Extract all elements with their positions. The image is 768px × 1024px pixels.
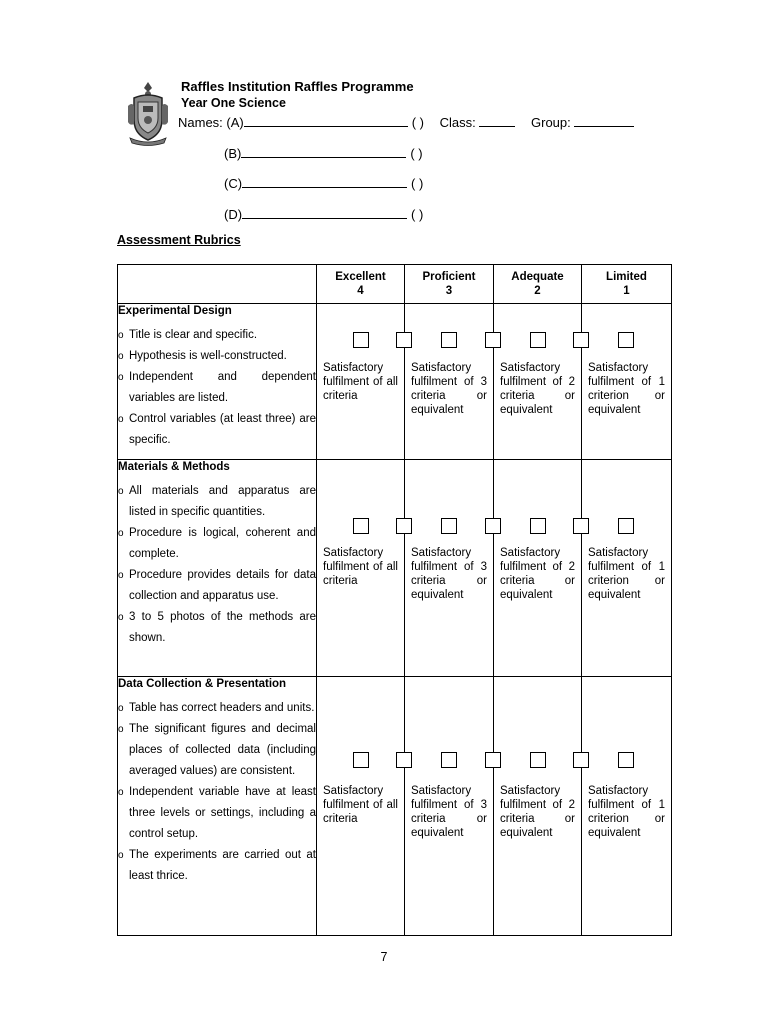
checkbox-icon[interactable] [353, 518, 369, 534]
list-item: o Independent and dependent variables are listed. [118, 371, 316, 404]
checkbox-icon[interactable] [485, 518, 501, 534]
class-label: Class: [439, 115, 476, 130]
level-descriptor: Satisfactory fulfilment of all criteria [323, 362, 398, 402]
checkbox-icon[interactable] [441, 518, 457, 534]
list-item: o Table has correct headers and units. [118, 702, 315, 714]
level-descriptor: Satisfactory fulfilment of 2 criteria or equivalent [500, 362, 575, 416]
score-cell-excellent [317, 304, 405, 460]
member-label: (B) [224, 146, 242, 161]
level-header-limited: Limited 1 [582, 265, 672, 304]
names-row-d [224, 206, 423, 222]
school-crest-icon [126, 80, 170, 146]
level-descriptor: Satisfactory fulfilment of 2 criteria or equivalent [500, 547, 575, 601]
score-cell-adequate [494, 460, 582, 677]
list-item: o The significant figures and decimal places of collected data (including averaged values) are consistent. [118, 723, 316, 777]
names-row-b [224, 145, 423, 161]
index-paren[interactable]: ( ) [411, 207, 424, 222]
group-field[interactable] [574, 114, 634, 127]
criterion-cell [118, 677, 317, 936]
score-cell-excellent [317, 677, 405, 936]
checkbox-icon[interactable] [618, 518, 634, 534]
checkbox-icon[interactable] [396, 518, 412, 534]
list-item: o Control variables (at least three) are specific. [118, 413, 316, 446]
class-field[interactable] [479, 114, 515, 127]
criterion-title: Data Collection & Presentation [118, 678, 287, 690]
criteria-header-cell [118, 265, 317, 304]
score-cell-proficient [405, 460, 494, 677]
list-item: o Title is clear and specific. [118, 329, 258, 341]
level-header-excellent: Excellent 4 [317, 265, 405, 304]
level-descriptor: Satisfactory fulfilment of 1 criterion or equivalent [588, 785, 665, 839]
table-row [118, 677, 672, 936]
names-label: Names: (A) [178, 115, 244, 130]
level-descriptor: Satisfactory fulfilment of 3 criteria or equivalent [411, 362, 487, 416]
group-label: Group: [531, 115, 571, 130]
rubric-table [117, 264, 672, 936]
list-item: o Independent variable have at least three levels or settings, including a control setup. [118, 786, 316, 840]
subject-title: Year One Science [181, 96, 286, 110]
index-paren[interactable]: ( ) [411, 176, 424, 191]
name-field-c[interactable] [242, 175, 407, 188]
checkbox-icon[interactable] [396, 752, 412, 768]
level-header-adequate: Adequate 2 [494, 265, 582, 304]
table-row [118, 460, 672, 677]
checkbox-icon[interactable] [530, 518, 546, 534]
checkbox-icon[interactable] [530, 332, 546, 348]
list-item: o Hypothesis is well-constructed. [118, 350, 287, 362]
criterion-cell [118, 304, 317, 460]
checkbox-icon[interactable] [530, 752, 546, 768]
criterion-title: Experimental Design [118, 305, 232, 317]
index-paren[interactable]: ( ) [410, 146, 423, 161]
list-item: o Procedure is logical, coherent and complete. [118, 527, 316, 560]
score-cell-limited [582, 460, 672, 677]
level-descriptor: Satisfactory fulfilment of 1 criterion or equivalent [588, 362, 665, 416]
score-cell-limited [582, 304, 672, 460]
list-item: o The experiments are carried out at least thrice. [118, 849, 316, 882]
name-field-d[interactable] [242, 206, 407, 219]
school-name: Raffles Institution Raffles Programme [181, 79, 414, 94]
checkbox-icon[interactable] [441, 752, 457, 768]
section-heading: Assessment Rubrics [117, 233, 241, 247]
checkbox-icon[interactable] [485, 332, 501, 348]
page-number: 7 [380, 950, 388, 964]
criterion-cell [118, 460, 317, 677]
level-descriptor: Satisfactory fulfilment of all criteria [323, 785, 398, 825]
level-header-proficient: Proficient 3 [405, 265, 494, 304]
score-cell-excellent [317, 460, 405, 677]
checkbox-icon[interactable] [353, 332, 369, 348]
index-paren[interactable]: ( ) [411, 115, 425, 130]
level-descriptor: Satisfactory fulfilment of 1 criterion or equivalent [588, 547, 665, 601]
names-row-c [224, 175, 423, 191]
checkbox-icon[interactable] [573, 518, 589, 534]
checkbox-icon[interactable] [396, 332, 412, 348]
list-item: o Procedure provides details for data collection and apparatus use. [118, 569, 316, 602]
checkbox-icon[interactable] [441, 332, 457, 348]
table-row [118, 304, 672, 460]
checkbox-icon[interactable] [573, 332, 589, 348]
checkbox-icon[interactable] [618, 332, 634, 348]
score-cell-proficient [405, 677, 494, 936]
level-descriptor: Satisfactory fulfilment of 3 criteria or equivalent [411, 547, 487, 601]
checkbox-icon[interactable] [485, 752, 501, 768]
list-item: o All materials and apparatus are listed in specific quantities. [118, 485, 316, 518]
names-row-a [178, 114, 634, 130]
checkbox-icon[interactable] [353, 752, 369, 768]
member-label: (D) [224, 207, 243, 222]
name-field-b[interactable] [241, 145, 406, 158]
score-cell-limited [582, 677, 672, 936]
checkbox-icon[interactable] [573, 752, 589, 768]
score-cell-adequate [494, 677, 582, 936]
criterion-title: Materials & Methods [118, 461, 230, 473]
score-cell-proficient [405, 304, 494, 460]
name-field-a[interactable] [244, 114, 408, 127]
score-cell-adequate [494, 304, 582, 460]
level-descriptor: Satisfactory fulfilment of all criteria [323, 547, 398, 587]
level-descriptor: Satisfactory fulfilment of 3 criteria or equivalent [411, 785, 487, 839]
table-header-row [118, 265, 672, 304]
member-label: (C) [224, 176, 243, 191]
checkbox-icon[interactable] [618, 752, 634, 768]
list-item: o 3 to 5 photos of the methods are shown. [118, 611, 316, 644]
level-descriptor: Satisfactory fulfilment of 2 criteria or equivalent [500, 785, 575, 839]
